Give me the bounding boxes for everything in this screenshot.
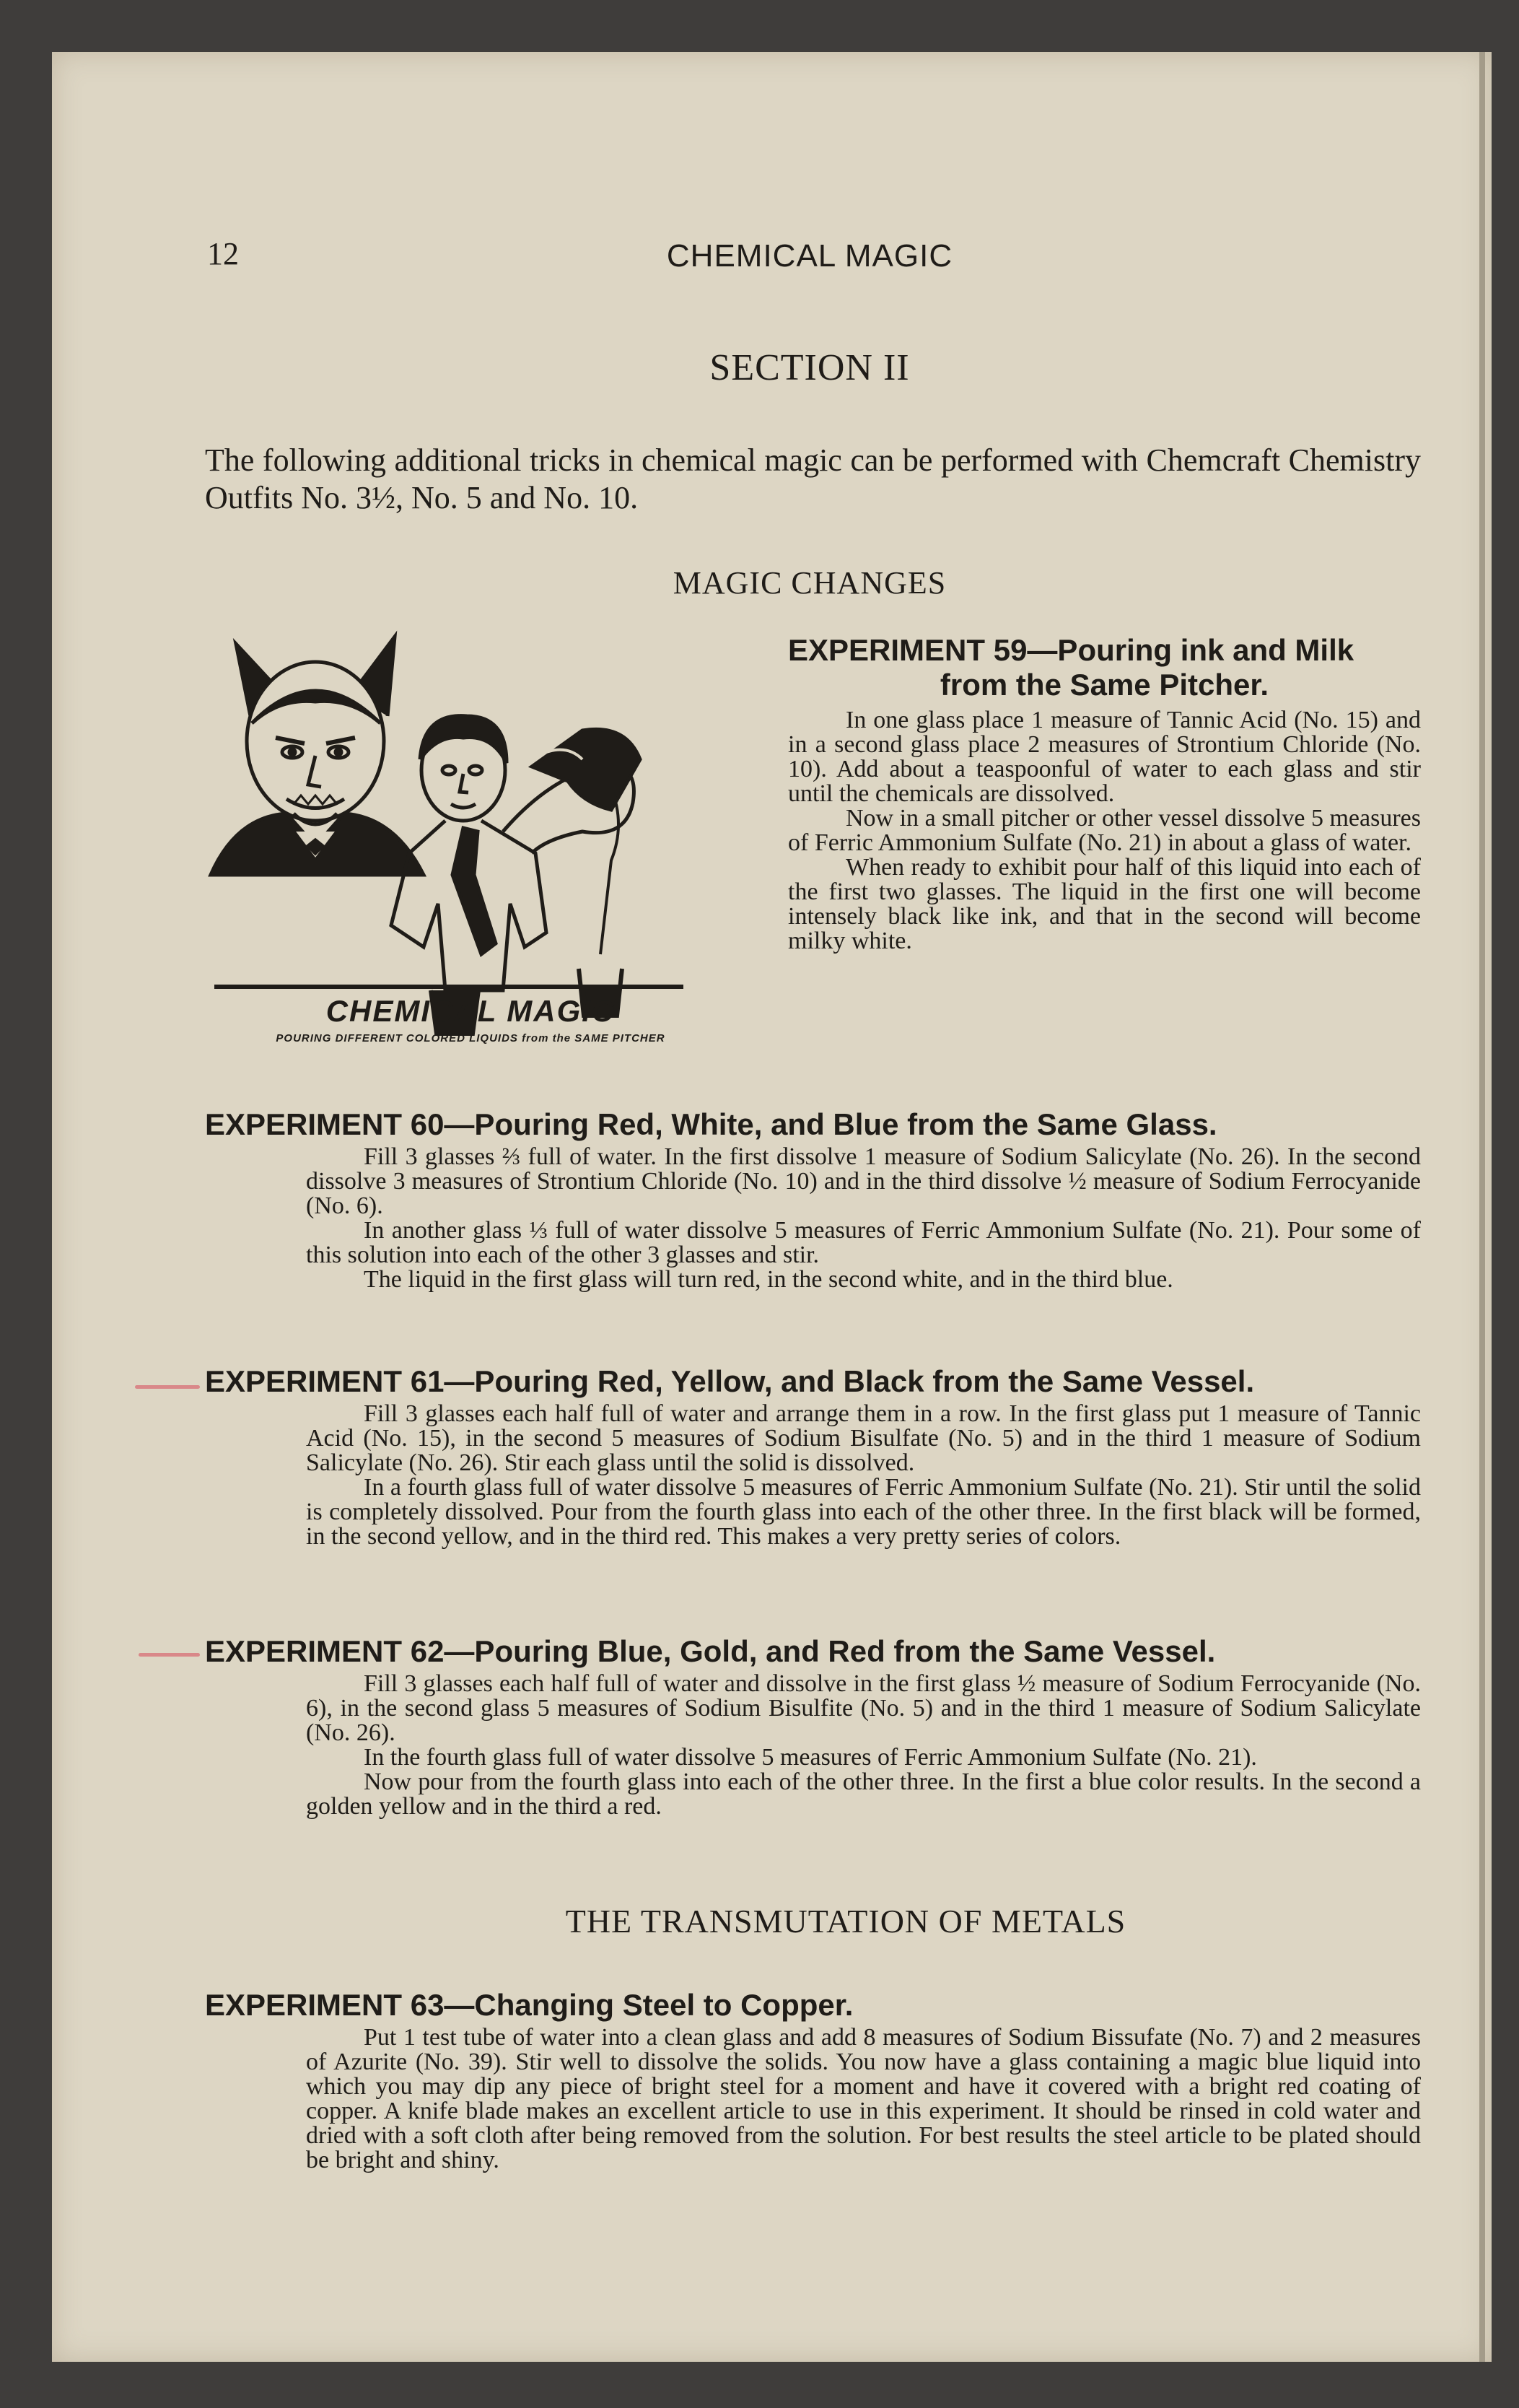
section-title: SECTION II — [709, 347, 910, 388]
experiment-paragraph: Now pour from the fourth glass into each of the other three. In the first a blue color results. In the second a golden yellow and in the third a red. — [306, 1768, 1421, 1820]
page-number: 12 — [207, 236, 239, 271]
experiment-61 — [205, 1364, 1421, 1549]
experiment-paragraph: In a fourth glass full of water dissolve 5 measures of Ferric Ammonium Sulfate (No. 21). Stir until the solid is completely dissolved. Pour from the fourth glass into each of the other three. In the first black will be formed, in the second yellow, and in the third red. This makes a very pretty series of colors. — [306, 1474, 1421, 1550]
experiment-paragraph: Put 1 test tube of water into a clean glass and add 8 measures of Sodium Bissufate (No. 7) and 2 measures of Azurite (No. 39). Stir well to dissolve the solids. You now have a glass containing a magic blue liquid into which you may dip any piece of bright steel for a moment and have it covered with a bright red coating of copper. A knife blade makes an excellent article to use in this experiment. It should be rinsed in cold water and dried with a soft cloth after being removed from the solution. For best results the steel article to be plated should be bright and shiny. — [306, 2024, 1421, 2173]
experiment-heading: EXPERIMENT 60—Pouring Red, White, and Blue from the Same Glass. — [205, 1107, 1217, 1141]
margin-mark — [139, 1653, 200, 1657]
experiment-60 — [205, 1107, 1421, 1292]
devil-figure-icon — [211, 637, 424, 875]
experiment-heading: EXPERIMENT 62—Pouring Blue, Gold, and Red from the Same Vessel. — [205, 1634, 1216, 1668]
illustration-caption: CHEMICAL MAGIC — [325, 994, 616, 1028]
experiment-paragraph: When ready to exhibit pour half of this liquid into each of the first two glasses. The liquid in the first one will become intensely black like ink, and that in the second will become milky white. — [788, 854, 1421, 954]
transmutation-heading: THE TRANSMUTATION OF METALS — [565, 1903, 1126, 1940]
experiment-paragraph: Now in a small pitcher or other vessel dissolve 5 measures of Ferric Ammonium Sulfate (No. 21) in about a glass of water. — [788, 805, 1421, 856]
experiment-paragraph: The liquid in the first glass will turn red, in the second white, and in the third blue. — [364, 1266, 1173, 1293]
experiment-paragraph: In one glass place 1 measure of Tannic Acid (No. 15) and in a second glass place 2 measures of Strontium Chloride (No. 10). Add about a teaspoonful of water to each glass and stir until the chemicals are dissolved. — [788, 707, 1421, 807]
running-head: CHEMICAL MAGIC — [666, 238, 953, 274]
experiment-63 — [205, 1988, 1421, 2173]
experiment-paragraph: In another glass ⅓ full of water dissolve 5 measures of Ferric Ammonium Sulfate (No. 21). Pour some of this solution into each of the other 3 glasses and stir. — [306, 1217, 1421, 1268]
book-page — [52, 52, 1492, 2362]
section-intro: The following additional tricks in chemical magic can be performed with Chemcraft Chemistry Outfits No. 3½, No. 5 and No. 10. — [205, 442, 1421, 515]
experiment-paragraph: Fill 3 glasses ⅔ full of water. In the first dissolve 1 measure of Sodium Salicylate (No. 26). In the second dissolve 3 measures of Strontium Chloride (No. 10) and in the third dissolve ½ measure of Sodium Ferrocyanide (No. 6). — [306, 1143, 1421, 1219]
page-edge — [1479, 52, 1485, 2362]
experiment-62 — [205, 1634, 1421, 1819]
magic-changes-heading: MAGIC CHANGES — [673, 565, 947, 601]
experiment-heading: EXPERIMENT 61—Pouring Red, Yellow, and Black from the Same Vessel. — [205, 1364, 1255, 1398]
margin-mark — [135, 1385, 200, 1389]
experiment-paragraph: Fill 3 glasses each half full of water and arrange them in a row. In the first glass put 1 measure of Tannic Acid (No. 15), in the second 5 measures of Sodium Bisulfate (No. 5) and in the third 1 measure of Sodium Salicylate (No. 26). Stir each glass until the solid is dissolved. — [306, 1400, 1421, 1476]
illustration-subcaption: POURING DIFFERENT COLORED LIQUIDS from the SAME PITCHER — [276, 1032, 665, 1044]
experiment-heading: EXPERIMENT 63—Changing Steel to Copper. — [205, 1988, 854, 2022]
experiment-59 — [788, 633, 1421, 954]
experiment-paragraph: Fill 3 glasses each half full of water and dissolve in the first glass ½ measure of Sodium Ferrocyanide (No. 6), in the second glass 5 measures of Sodium Bisulfite (No. 5) and in the third 1 measure of Sodium Salicylate (No. 26). — [306, 1670, 1421, 1746]
experiment-heading: EXPERIMENT 59—Pouring ink and Milk — [788, 633, 1354, 667]
boy-pouring-icon — [391, 716, 640, 990]
experiment-paragraph: In the fourth glass full of water dissolve 5 measures of Ferric Ammonium Sulfate (No. 21). — [364, 1744, 1257, 1771]
experiment-heading-cont: from the Same Pitcher. — [940, 668, 1269, 702]
